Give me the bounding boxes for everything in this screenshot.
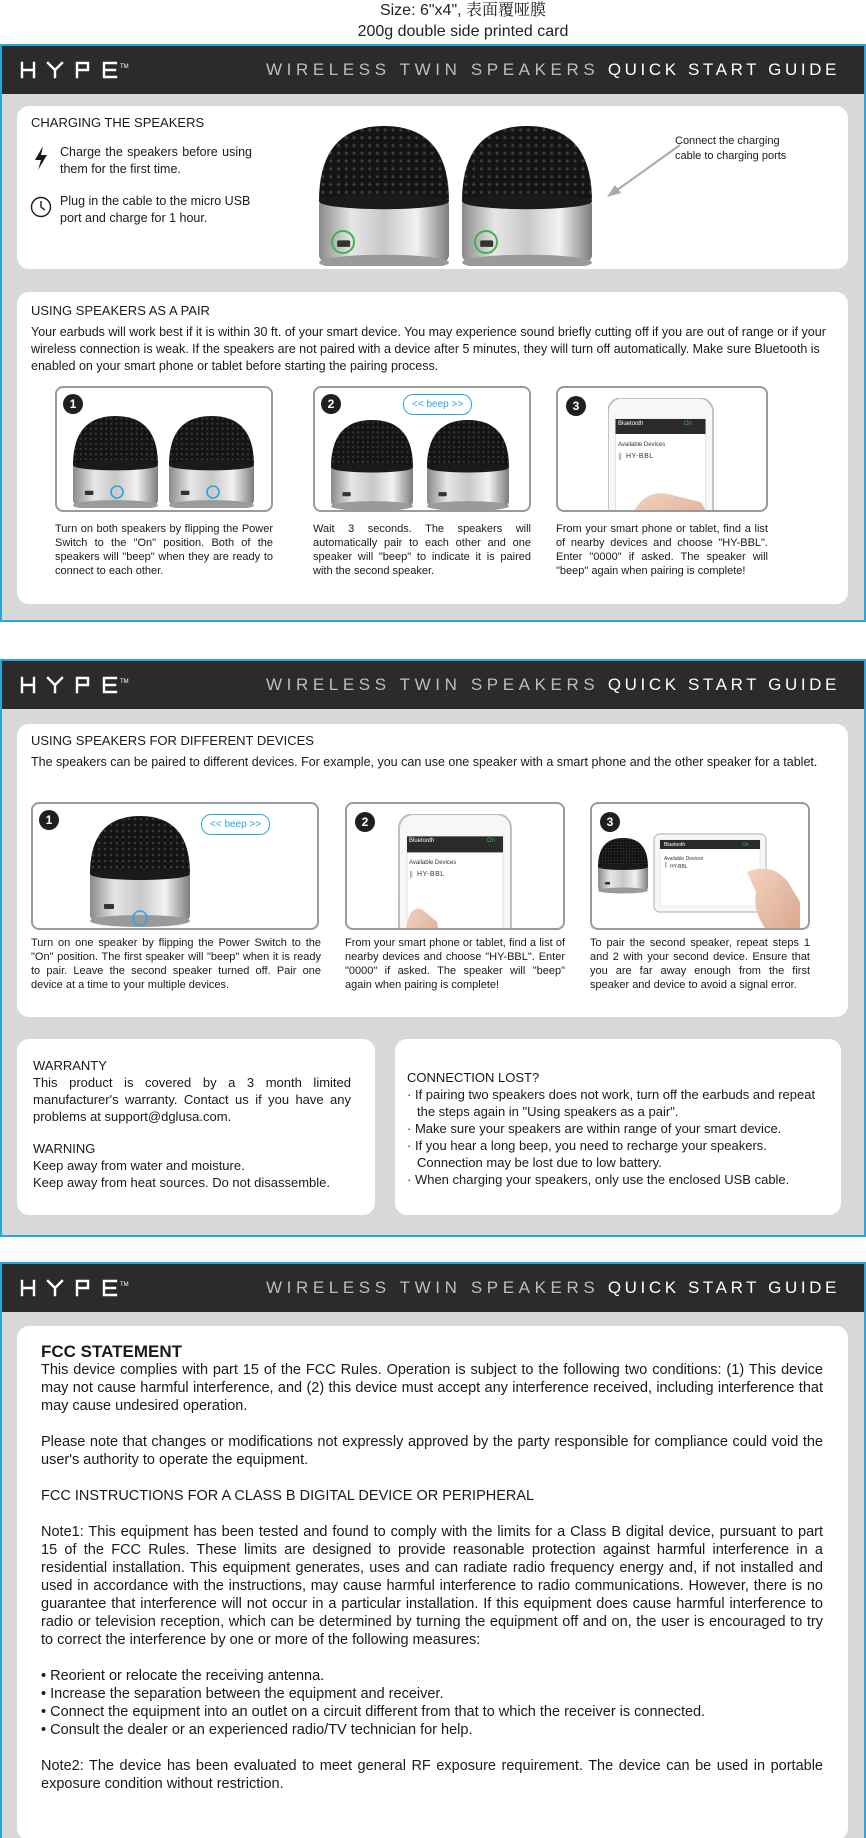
arrow-icon xyxy=(605,141,685,201)
svg-text:TM: TM xyxy=(120,1282,129,1288)
step-number: 3 xyxy=(566,396,586,416)
different-step-2-image xyxy=(345,802,565,930)
list-item: • Consult the dealer or an experienced radio/TV technician for help. xyxy=(41,1722,473,1738)
different-step-2-text: From your smart phone or tablet, find a list of nearby devices and choose "HY-BBL". Enter "0000" if asked. The speaker will "beep" again when pairing is complete! xyxy=(345,937,565,991)
warning-water: Keep away from water and moisture. xyxy=(33,1158,245,1173)
lightning-icon xyxy=(33,146,49,170)
list-item: · When charging your speakers, only use the enclosed USB cable. xyxy=(407,1172,790,1187)
bluetooth-header: Bluetooth xyxy=(618,421,644,427)
pair-step-3-text: From your smart phone or tablet, find a list of nearby devices and choose "HY-BBL". Enter "0000" if asked. The speaker will "beep" again when pairing is complete! xyxy=(556,523,768,577)
different-devices-intro: The speakers can be paired to different devices. For example, you can use one speaker with a smart phone and the other speaker for a tablet. xyxy=(31,755,818,769)
svg-text:TM: TM xyxy=(120,64,129,70)
bluetooth-icon: ᛒ xyxy=(618,452,623,461)
header-band xyxy=(2,46,864,94)
product-title: WIRELESS TWIN SPEAKERS xyxy=(266,1278,600,1297)
different-step-1-text: Turn on one speaker by flipping the Power Switch to the "On" position. The first speaker will "beep" when it is ready to pair. Leave the second speaker turned off. Pair one device at a time to your multiple devices. xyxy=(31,937,321,991)
bluetooth-toggle: On xyxy=(742,842,749,848)
list-item: • Increase the separation between the equipment and receiver. xyxy=(41,1686,444,1702)
available-devices-label: Available Devices xyxy=(409,860,457,866)
pair-panel xyxy=(17,292,848,604)
step-number: 1 xyxy=(39,810,59,830)
beep-bubble: << beep >> xyxy=(403,394,472,415)
header-band xyxy=(2,661,864,709)
warranty-title: WARRANTY xyxy=(33,1058,107,1073)
product-title: WIRELESS TWIN SPEAKERS xyxy=(266,60,600,79)
list-item: · If you hear a long beep, you need to recharge your speakers. Connection may be lost due to low battery. xyxy=(407,1138,767,1170)
warning-heat: Keep away from heat sources. Do not disassemble. xyxy=(33,1175,330,1190)
hype-logo-icon xyxy=(20,58,135,82)
guide-title: QUICK START GUIDE xyxy=(607,60,840,79)
fcc-panel xyxy=(17,1326,848,1838)
speaker-pair-illustration xyxy=(331,418,521,510)
phone-illustration xyxy=(397,814,517,930)
pair-intro: Your earbuds will work best if it is within 30 ft. of your smart device. You may experience sound briefly cutting off if you are out of range or if your wireless connection is weak. If the speakers are not paired with a device after 5 minutes, they will turn off automatically. Make sure Bluetooth is enabled on your smart phone or tablet before starting the pairing process. xyxy=(31,325,826,373)
device-name: HY-BBL xyxy=(417,871,445,878)
available-devices-label: Available Devices xyxy=(664,856,704,862)
available-devices-label: Available Devices xyxy=(618,442,666,448)
step-number: 1 xyxy=(63,394,83,414)
fcc-title: FCC STATEMENT xyxy=(41,1342,183,1361)
guide-title: QUICK START GUIDE xyxy=(607,675,840,694)
card-front-2 xyxy=(0,659,866,1237)
step-number: 2 xyxy=(355,812,375,832)
fcc-paragraph-1: This device complies with part 15 of the FCC Rules. Operation is subject to the following two conditions: (1) This device may not cause harmful interference, and (2) this device must accept any interference received, including interference that may cause undesired operation. xyxy=(41,1362,823,1414)
clock-icon xyxy=(30,196,52,218)
warranty-panel xyxy=(17,1039,375,1215)
hype-logo-icon xyxy=(20,1276,135,1300)
bluetooth-icon: ᛒ xyxy=(664,863,668,869)
step-number: 3 xyxy=(600,812,620,832)
list-item: · If pairing two speakers does not work, turn off the earbuds and repeat the steps again in "Using speakers as a pair". xyxy=(407,1087,816,1119)
header-band xyxy=(2,1264,864,1312)
different-step-1-image xyxy=(31,802,319,930)
fcc-measures-list xyxy=(41,1667,823,1739)
bluetooth-toggle: On xyxy=(684,421,693,427)
connection-title: CONNECTION LOST? xyxy=(407,1070,540,1085)
device-name: HY-BBL xyxy=(670,864,688,870)
print-spec-paper: 200g double side printed card xyxy=(357,23,569,40)
print-spec xyxy=(0,0,866,42)
list-item: · Make sure your speakers are within range of your smart device. xyxy=(407,1121,782,1136)
different-devices-title: USING SPEAKERS FOR DIFFERENT DEVICES xyxy=(31,733,314,748)
bluetooth-header: Bluetooth xyxy=(664,842,686,848)
different-step-3-text: To pair the second speaker, repeat steps 1 and 2 with your second device. Ensure that you are far away enough from the first speaker and device to avoid a signal error. xyxy=(590,937,810,991)
print-spec-size: Size: 6"x4", 表面覆哑膜 xyxy=(379,2,547,19)
charging-step-plug-in: Plug in the cable to the micro USB port and charge for 1 hour. xyxy=(60,194,251,225)
device-name: HY-BBL xyxy=(626,453,654,460)
step-number: 2 xyxy=(321,394,341,414)
warning-title: WARNING xyxy=(33,1141,96,1156)
fcc-paragraph-2: Please note that changes or modifications not expressly approved by the party responsible for compliance could void the user's authority to operate the equipment. xyxy=(41,1434,823,1468)
different-devices-panel xyxy=(17,724,848,1017)
charging-callout: Connect the charging cable to charging ports xyxy=(675,135,787,162)
pair-step-3-image xyxy=(556,386,768,512)
charging-panel xyxy=(17,106,848,269)
pair-step-2-image xyxy=(313,386,531,512)
pair-step-1-text: Turn on both speakers by flipping the Power Switch to the "On" position. Both of the speakers will "beep" when they are ready to connect to each other. xyxy=(55,523,273,577)
card-front-1 xyxy=(0,44,866,622)
tablet-illustration xyxy=(652,832,802,930)
speaker-tablet-illustration xyxy=(596,830,656,910)
connection-list xyxy=(407,1086,827,1188)
single-speaker-illustration xyxy=(88,814,198,929)
guide-title: QUICK START GUIDE xyxy=(607,1278,840,1297)
list-item: • Reorient or relocate the receiving antenna. xyxy=(41,1668,325,1684)
fcc-paragraph-4: Note1: This equipment has been tested and found to comply with the limits for a Class B digital device, pursuant to part 15 of the FCC Rules. These limits are designed to provide reasonable protection against harmful interference in a residential installation. This equipment generates, uses and can radiate radio frequency energy and, if not installed and used in accordance with the instructions, may cause harmful interference to radio communications. However, there is no guarantee that interference will not occur in a particular installation. If this equipment does cause harmful interference to radio or television reception, which can be determined by turning the equipment off and on, the user is encouraged to try to correct the interference by one or more of the following measures: xyxy=(41,1524,823,1648)
pair-step-1-image xyxy=(55,386,273,512)
warranty-text: This product is covered by a 3 month limited manufacturer's warranty. Contact us if you have any problems at support@dglusa.com. xyxy=(33,1075,351,1124)
pair-title: USING SPEAKERS AS A PAIR xyxy=(31,303,210,318)
charging-title: CHARGING THE SPEAKERS xyxy=(31,115,205,130)
pair-step-2-text: Wait 3 seconds. The speakers will automatically pair to each other and one speaker will "beep" to indicate it is paired with the second speaker. xyxy=(313,523,531,577)
list-item: • Connect the equipment into an outlet on a circuit different from that to which the receiver is connected. xyxy=(41,1704,706,1720)
bluetooth-icon: ᛒ xyxy=(409,870,414,879)
svg-text:TM: TM xyxy=(120,679,129,685)
beep-bubble: << beep >> xyxy=(201,814,270,835)
speaker-pair-illustration xyxy=(73,408,263,508)
charging-step-first-use: Charge the speakers before using them for the first time. xyxy=(60,145,252,176)
phone-illustration xyxy=(608,398,714,512)
speaker-pair-illustration xyxy=(317,116,607,266)
fcc-paragraph-3: FCC INSTRUCTIONS FOR A CLASS B DIGITAL DEVICE OR PERIPHERAL xyxy=(41,1488,535,1504)
card-back-fcc xyxy=(0,1262,866,1838)
bluetooth-toggle: On xyxy=(487,838,496,844)
connection-lost-panel xyxy=(395,1039,841,1215)
product-title: WIRELESS TWIN SPEAKERS xyxy=(266,675,600,694)
fcc-paragraph-5: Note2: The device has been evaluated to meet general RF exposure requirement. The device can be used in portable exposure condition without restriction. xyxy=(41,1758,823,1792)
bluetooth-header: Bluetooth xyxy=(409,838,435,844)
different-step-3-image xyxy=(590,802,810,930)
hype-logo-icon xyxy=(20,673,135,697)
